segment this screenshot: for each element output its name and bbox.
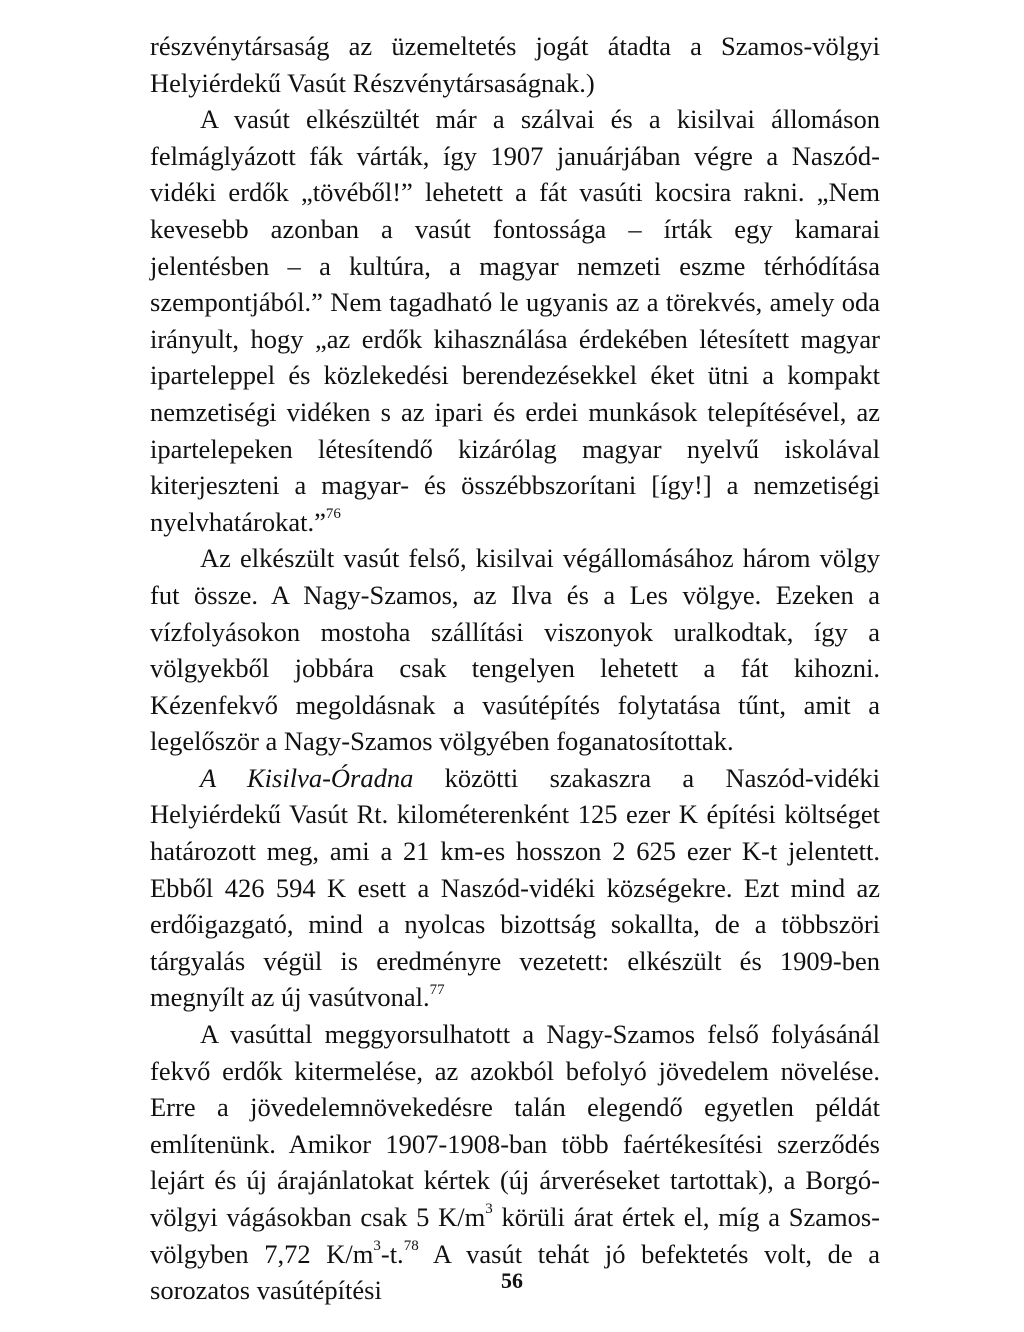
paragraph-text: A vasút tehát jó befektetés volt, de a sorozatos vasútépítési (150, 1238, 880, 1306)
footnote-ref: 76 (325, 505, 341, 522)
paragraph-text: körüli árat értek el, míg a Szamos-völgyben 7,72 K/m (150, 1202, 880, 1269)
footnote-ref: 3 (485, 1201, 493, 1218)
paragraph-text: részvénytársaság az üzemeltetés jogát átadta a Szamos-völgyi Helyiérdekű Vasút Részvénytársaságnak.) (150, 31, 880, 98)
footnote-ref: 77 (429, 981, 445, 998)
page-number: 56 (501, 1268, 523, 1293)
body-paragraph (150, 101, 880, 540)
body-paragraph (150, 760, 880, 1016)
body-paragraph (150, 1016, 880, 1309)
footnote-ref: 78 (403, 1237, 419, 1254)
paragraph-text: A vasúttal meggyorsulhatott a Nagy-Szamos felső folyásánál fekvő erdők kitermelése, az azokból befolyó jövedelem növelése. Erre a jövedelemnövekedésre talán elegendő egyetlen példát említenünk. Amikor 1907-1908-ban több faértékesítési szerződés lejárt és új árajánlatokat kértek (új árveréseket tartottak), a Borgó-völgyi vágásokban csak 5 K/m (150, 1019, 880, 1232)
paragraph-text: közötti szakaszra a Naszód-vidéki Helyiérdekű Vasút Rt. kilométerenként 125 ezer K építési költséget határozott meg, ami a 21 km-es hosszon 2 625 ezer K-t jelentett. Ebből 426 594 K esett a Naszód-vidéki községekre. Ezt mind az erdőigazgató, mind a nyolcas bizottság sokallta, de a többszöri tárgyalás végül is eredményre vezetett: elkészült és 1909-ben megnyílt az új vasútvonal. (150, 762, 880, 1013)
paragraph-text: Az elkészült vasút felső, kisilvai végállomásához három völgy fut össze. A Nagy-Szamos, az Ilva és a Les völgye. Ezeken a vízfolyásokon mostoha szállítási viszonyok uralkodtak, így a völgyekből jobbára csak tengelyen lehetett a fát kihozni. Kézenfekvő megoldásnak a vasútépítés folytatása tűnt, amit a legelőször a Nagy-Szamos völgyében foganatosítottak. (150, 543, 880, 757)
document-page (150, 28, 880, 1309)
paragraph-text: A vasút elkészültét már a szálvai és a kisilvai állomáson felmáglyázott fák várták, így 1907 januárjában végre a Naszód-vidéki erdők „tövéből!” lehetett a fát vasúti kocsira rakni. „Nem kevesebb azonban a vasút fontossága – írták egy kamarai jelentésben – a kultúra, a magyar nemzeti eszme térhódítása szempontjából.” Nem tagadható le ugyanis az a törekvés, amely oda irányult, hogy „az erdők kihasználása érdekében létesített magyar iparteleppel és közlekedési berendezésekkel éket ütni a kompakt nemzetiségi vidéken s az ipari és erdei munkások telepítésével, az ipartelepeken létesítendő kizárólag magyar nyelvű iskolával kiterjeszteni a magyar- és összébbszorítani [így!] a nemzetiségi nyelvhatárokat.” (150, 104, 880, 537)
paragraph-text: -t. (380, 1238, 404, 1269)
body-paragraph (150, 28, 880, 101)
italic-text: A Kisilva-Óradna (200, 762, 414, 793)
footnote-ref: 3 (373, 1237, 381, 1254)
body-paragraph (150, 540, 880, 760)
